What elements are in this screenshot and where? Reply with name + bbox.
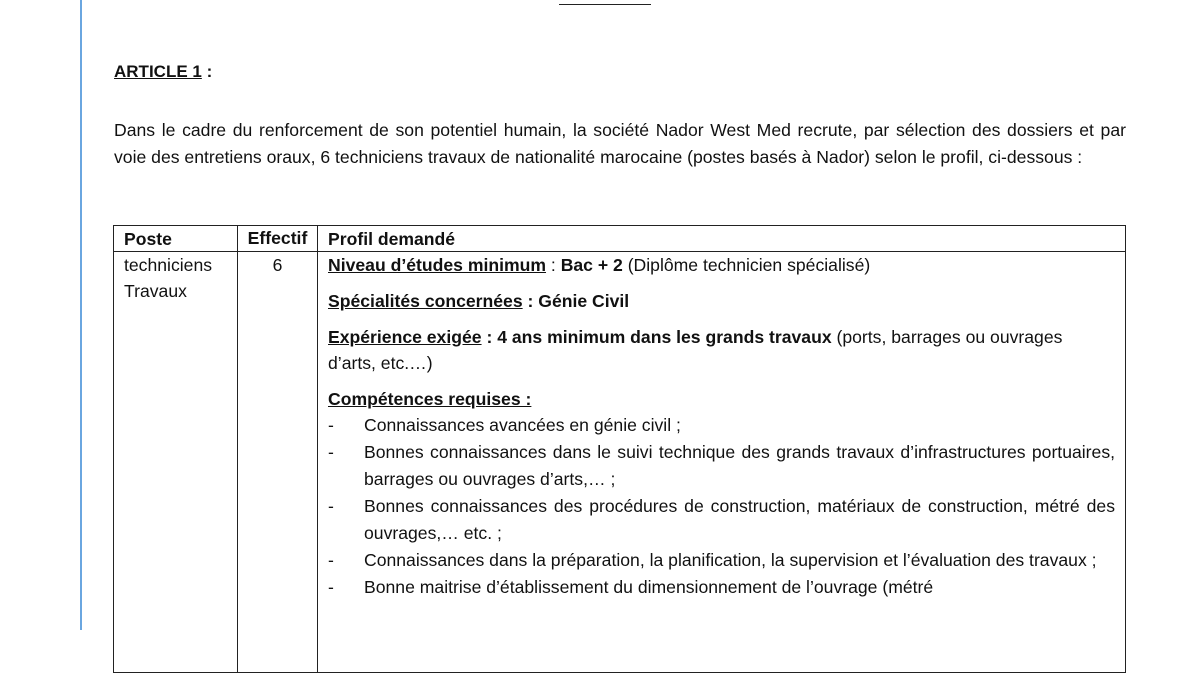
cell-poste: techniciens Travaux xyxy=(114,252,238,673)
specialites-sep: : xyxy=(522,291,539,311)
specialites-line xyxy=(328,288,1115,314)
header-poste: Poste xyxy=(114,226,238,252)
competence-text: Bonne maitrise d’établissement du dimensionnement de l’ouvrage (métré xyxy=(364,577,934,597)
bullet-dash: - xyxy=(328,550,334,570)
cell-profil xyxy=(318,252,1126,673)
niveau-sep: : xyxy=(546,255,561,275)
experience-detail: (ports, barrages ou ouvrages d’arts, etc.…) xyxy=(328,327,1063,373)
competences-block xyxy=(328,386,1115,601)
page-left-border xyxy=(80,0,82,630)
experience-line xyxy=(328,324,1115,376)
bullet-dash: - xyxy=(328,442,334,462)
profile-table xyxy=(113,225,1126,673)
competence-text: Connaissances dans la préparation, la planification, la supervision et l’évaluation des travaux ; xyxy=(364,550,1097,570)
intro-paragraph xyxy=(114,117,1126,171)
header-effectif: Effectif xyxy=(238,226,318,252)
competence-text: Bonnes connaissances dans le suivi technique des grands travaux d’infrastructures portuaires, barrages ou ouvrages d’arts,… ; xyxy=(364,442,1115,489)
list-item xyxy=(328,574,1115,601)
niveau-value: Bac + 2 xyxy=(560,255,623,275)
list-item xyxy=(328,412,1115,439)
cell-effectif: 6 xyxy=(238,252,318,673)
experience-value: 4 ans minimum dans les grands travaux xyxy=(497,327,832,347)
niveau-detail: (Diplôme technicien spécialisé) xyxy=(622,255,871,275)
list-item xyxy=(328,547,1115,574)
article-title: ARTICLE 1 xyxy=(114,62,202,81)
intro-text: Dans le cadre du renforcement de son potentiel humain, la société Nador West Med recrute, par sélection des dossiers et par voie des entretiens oraux, 6 techniciens travaux de nationalité marocaine (postes basés à Nador) selon le profil, ci-dessous : xyxy=(114,120,1126,167)
article-title-suffix: : xyxy=(201,62,213,81)
niveau-label: Niveau d’études minimum xyxy=(328,255,547,275)
experience-label: Expérience exigée xyxy=(328,327,482,347)
competence-text: Bonnes connaissances des procédures de construction, matériaux de construction, métré des ouvrages,… etc. ; xyxy=(364,496,1115,543)
competence-text: Connaissances avancées en génie civil ; xyxy=(364,415,681,435)
bullet-dash: - xyxy=(328,577,334,597)
experience-sep: : xyxy=(481,327,498,347)
list-item xyxy=(328,439,1115,493)
niveau-line xyxy=(328,252,1115,278)
competences-list xyxy=(328,412,1115,601)
bullet-dash: - xyxy=(328,496,334,516)
list-item xyxy=(328,493,1115,547)
competences-label: Compétences requises : xyxy=(328,389,532,409)
table-header-row xyxy=(114,226,1126,252)
article-heading xyxy=(114,62,212,82)
bullet-dash: - xyxy=(328,415,334,435)
specialites-label: Spécialités concernées xyxy=(328,291,523,311)
table-row xyxy=(114,252,1126,673)
specialites-value: Génie Civil xyxy=(538,291,630,311)
header-profil: Profil demandé xyxy=(318,226,1126,252)
heading-underline-fragment xyxy=(559,0,651,5)
